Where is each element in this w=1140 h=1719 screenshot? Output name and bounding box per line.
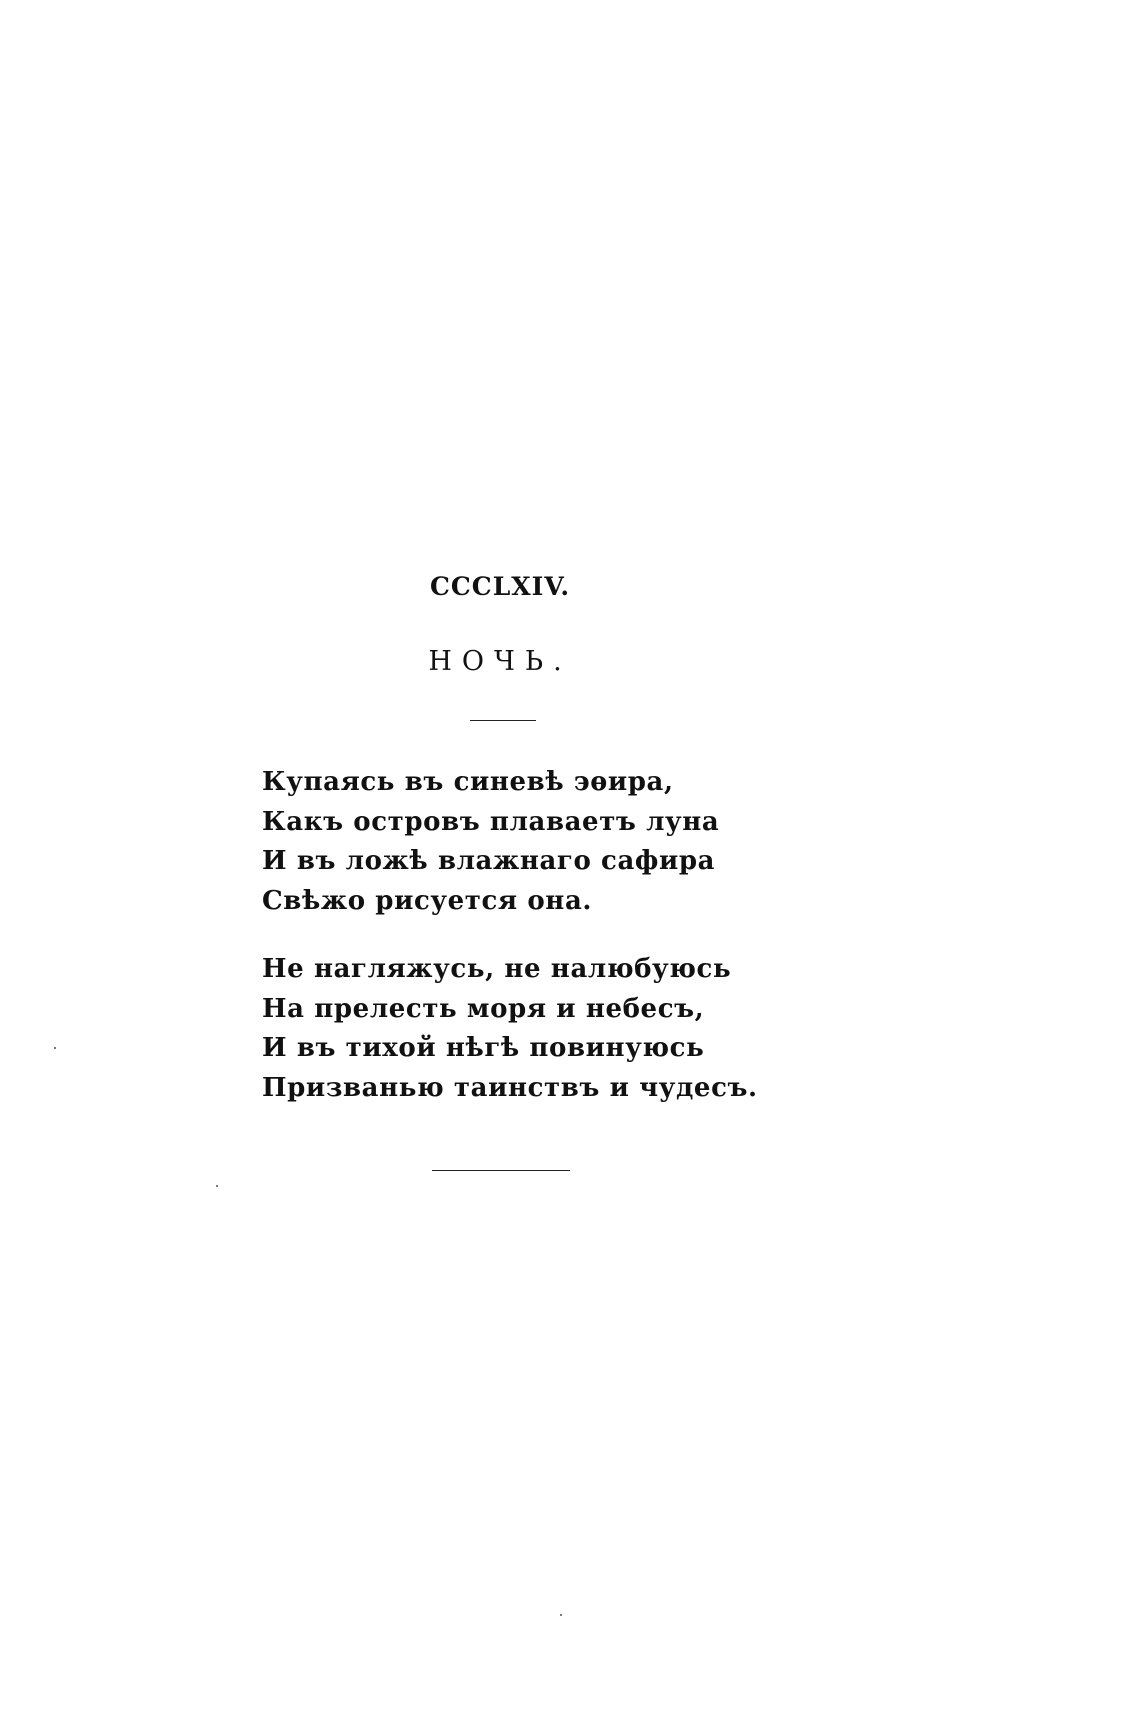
scan-speck: [560, 1614, 562, 1616]
verse-line: Свѣжо рисуется она.: [262, 885, 593, 916]
verse-line: На прелесть моря и небесъ,: [262, 993, 705, 1024]
poem-number: CCCLXIV.: [430, 572, 571, 601]
verse-line: И въ тихой нѣгѣ повинуюсь: [262, 1033, 705, 1063]
stanza-1: [262, 763, 962, 921]
end-divider: [432, 1170, 570, 1171]
scan-speck: [54, 1047, 56, 1049]
title-divider: [470, 720, 536, 721]
scan-speck: [216, 1185, 218, 1187]
verse-line: Призванью таинствъ и чудесъ.: [262, 1072, 758, 1103]
verse-line: Не нагляжусь, не налюбуюсь: [262, 954, 732, 984]
stanza-2: [262, 950, 962, 1108]
verse-line: Купаясь въ синевѣ эѳира,: [262, 767, 674, 797]
verse-line: Какъ островъ плаваетъ луна: [262, 806, 720, 837]
poem-title: НОЧЬ.: [428, 646, 572, 677]
verse-line: И въ ложѣ влажнаго сафира: [262, 846, 716, 876]
